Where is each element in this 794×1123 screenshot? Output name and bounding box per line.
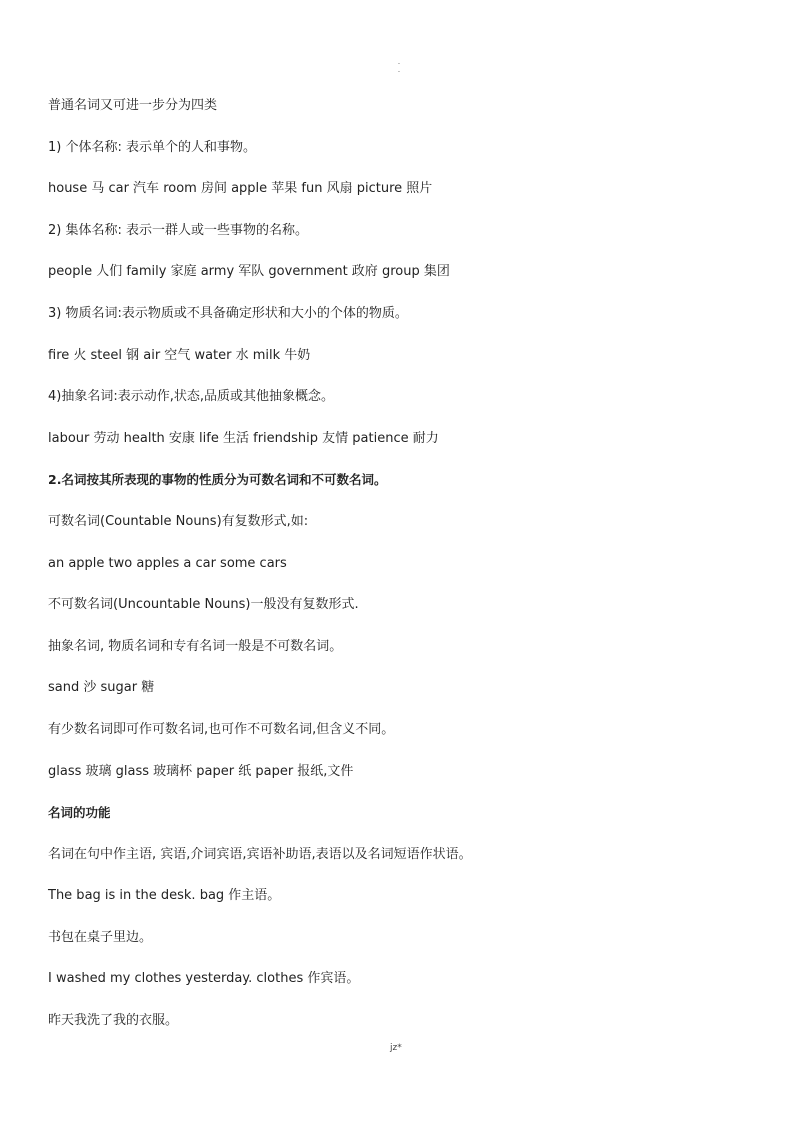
text-line: 1) 个体名称: 表示单个的人和事物。 (48, 139, 256, 155)
document-body (48, 96, 748, 1053)
text-line: glass 玻璃 glass 玻璃杯 paper 纸 paper 报纸,文件 (48, 763, 354, 779)
text-line: 4)抽象名词:表示动作,状态,品质或其他抽象概念。 (48, 389, 334, 405)
text-line: 3) 物质名词:表示物质或不具备确定形状和大小的个体的物质。 (48, 305, 408, 321)
text-line: people 人们 family 家庭 army 军队 government 政府 group 集团 (48, 264, 450, 280)
text-line: 书包在桌子里边。 (48, 929, 153, 945)
text-line: The bag is in the desk. bag 作主语。 (48, 888, 281, 904)
text-line: house 马 car 汽车 room 房间 apple 苹果 fun 风扇 picture 照片 (48, 181, 433, 197)
footer-mark: jz* (390, 1043, 402, 1053)
text-line: I washed my clothes yesterday. clothes 作宾语。 (48, 971, 360, 987)
header-dot-bottom: · (397, 68, 401, 76)
text-line: 抽象名词, 物质名词和专有名词一般是不可数名词。 (48, 638, 343, 654)
text-line: 可数名词(Countable Nouns)有复数形式,如: (48, 513, 309, 529)
header-dot-mark (396, 60, 402, 76)
header-dot-top: · (397, 60, 401, 68)
section-heading: 名词的功能 (48, 805, 111, 821)
text-line: 不可数名词(Uncountable Nouns)一般没有复数形式. (48, 597, 359, 613)
text-line: an apple two apples a car some cars (48, 555, 287, 571)
text-line: 昨天我洗了我的衣服。 (48, 1013, 179, 1029)
text-line: fire 火 steel 钢 air 空气 water 水 milk 牛奶 (48, 347, 311, 363)
text-line: sand 沙 sugar 糖 (48, 680, 155, 696)
text-line: 2) 集体名称: 表示一群人或一些事物的名称。 (48, 222, 308, 238)
text-line: 有少数名词即可作可数名词,也可作不可数名词,但含义不同。 (48, 721, 395, 737)
text-line: labour 劳动 health 安康 life 生活 friendship 友情 patience 耐力 (48, 430, 439, 446)
section-heading: 2.名词按其所表现的事物的性质分为可数名词和不可数名词。 (48, 472, 387, 488)
text-line: 普通名词又可进一步分为四类 (48, 98, 218, 113)
text-line: 名词在句中作主语, 宾语,介词宾语,宾语补助语,表语以及名词短语作状语。 (48, 846, 472, 862)
